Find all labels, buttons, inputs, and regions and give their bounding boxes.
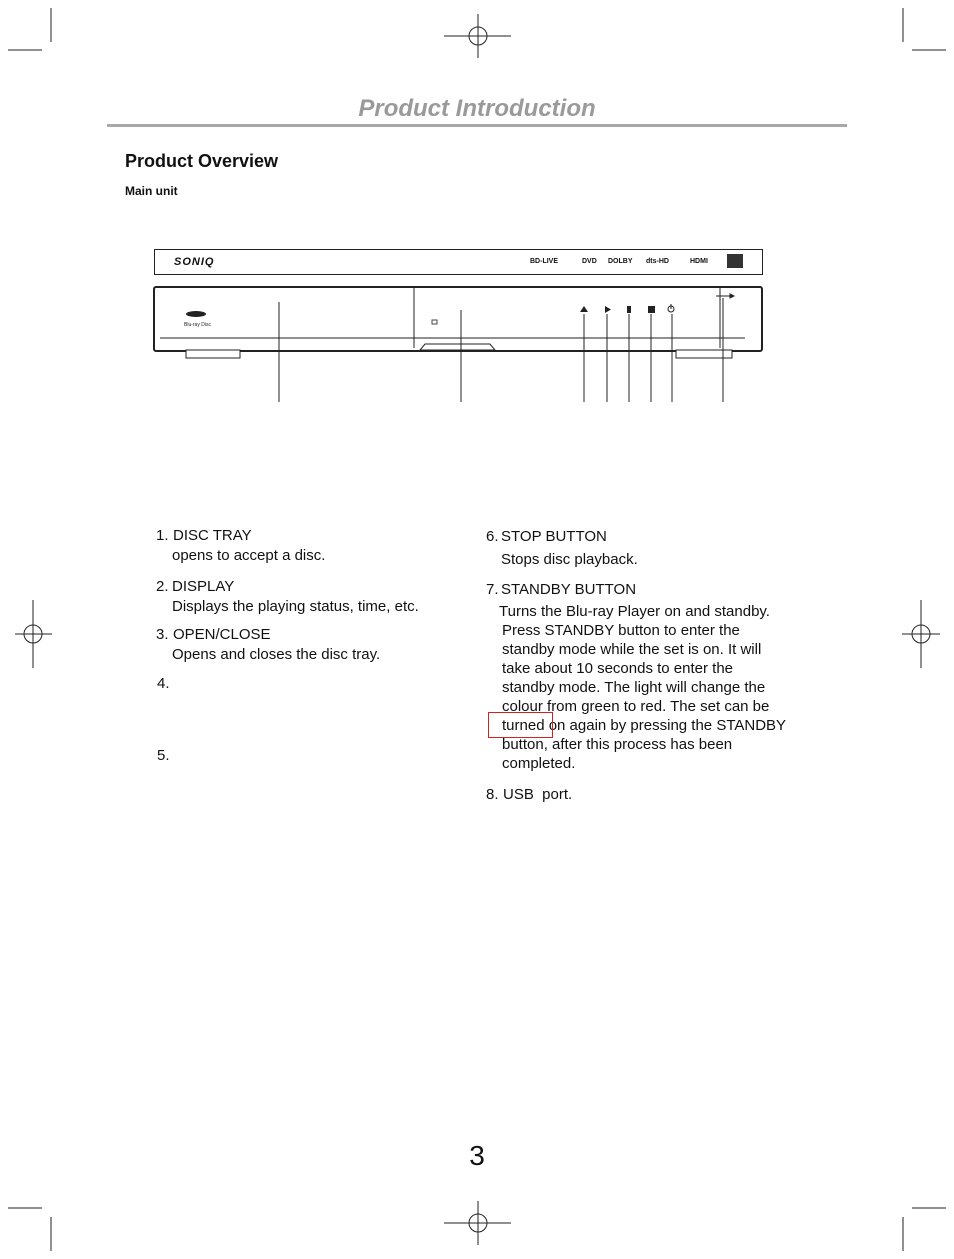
item-desc-open-close: Opens and closes the disc tray. <box>172 646 381 663</box>
item-desc-stop: Stops disc playback. <box>501 551 638 568</box>
highlight-box <box>488 712 553 738</box>
header-divider <box>107 124 847 127</box>
certification-logo-icon <box>727 254 743 268</box>
eject-icon <box>580 306 588 312</box>
bd-live-logo: BD-LIVE <box>530 258 558 265</box>
brand-logo: SONIQ <box>174 256 215 268</box>
item-title-stop: STOP BUTTON <box>501 528 607 545</box>
item-number: 6. <box>486 528 499 545</box>
item-desc-standby-line: Press STANDBY button to enter the <box>502 622 740 639</box>
play-icon <box>605 306 611 313</box>
item-number: 3. <box>156 626 169 643</box>
item-title-standby: STANDBY BUTTON <box>501 581 637 598</box>
item-title-open-close: OPEN/CLOSE <box>173 626 271 643</box>
usb-icon <box>716 294 734 298</box>
item-number: 5. <box>157 747 170 764</box>
item-desc-standby-line: completed. <box>502 755 576 772</box>
item-desc-standby-line: Turns the Blu-ray Player on and standby. <box>499 603 770 620</box>
item-desc-standby-line: standby mode. The light will change the <box>502 679 766 696</box>
item-desc-standby-line: standby mode while the set is on. It will <box>502 641 762 658</box>
dolby-logo: DOLBY <box>608 258 633 265</box>
device-top-strip <box>154 249 763 275</box>
section-title: Product Overview <box>125 151 279 171</box>
item-desc-standby-line: take about 10 seconds to enter the <box>502 660 733 677</box>
item-desc-standby-line: colour from green to red. The set can be <box>502 698 770 715</box>
dvd-logo: DVD <box>582 258 597 265</box>
item-desc-disc-tray: opens to accept a disc. <box>172 547 326 564</box>
page-number: 3 <box>469 1140 485 1171</box>
bluray-mark: Blu-ray Disc <box>184 322 211 328</box>
item-title-display: DISPLAY <box>172 578 235 595</box>
device-diagram <box>150 284 770 404</box>
item-desc-display: Displays the playing status, time, etc. <box>172 598 419 615</box>
hdmi-logo: HDMI <box>690 258 708 265</box>
item-number: 1. <box>156 527 169 544</box>
subsection-title: Main unit <box>125 184 178 198</box>
stop-icon <box>648 306 655 313</box>
item-number: 2. <box>156 578 169 595</box>
item-title-disc-tray: DISC TRAY <box>173 527 252 544</box>
item-number: 8. <box>486 786 499 803</box>
page-header-title: Product Introduction <box>358 95 596 122</box>
pause-icon <box>627 306 631 313</box>
item-desc-standby-line: turned on again by pressing the STANDBY <box>502 717 787 734</box>
item-number: 4. <box>157 675 170 692</box>
dts-logo: dts-HD <box>646 258 669 265</box>
item-desc-standby-line: button, after this process has been <box>502 736 733 753</box>
item-title-usb: USB port. <box>503 786 573 803</box>
item-number: 7. <box>486 581 499 598</box>
